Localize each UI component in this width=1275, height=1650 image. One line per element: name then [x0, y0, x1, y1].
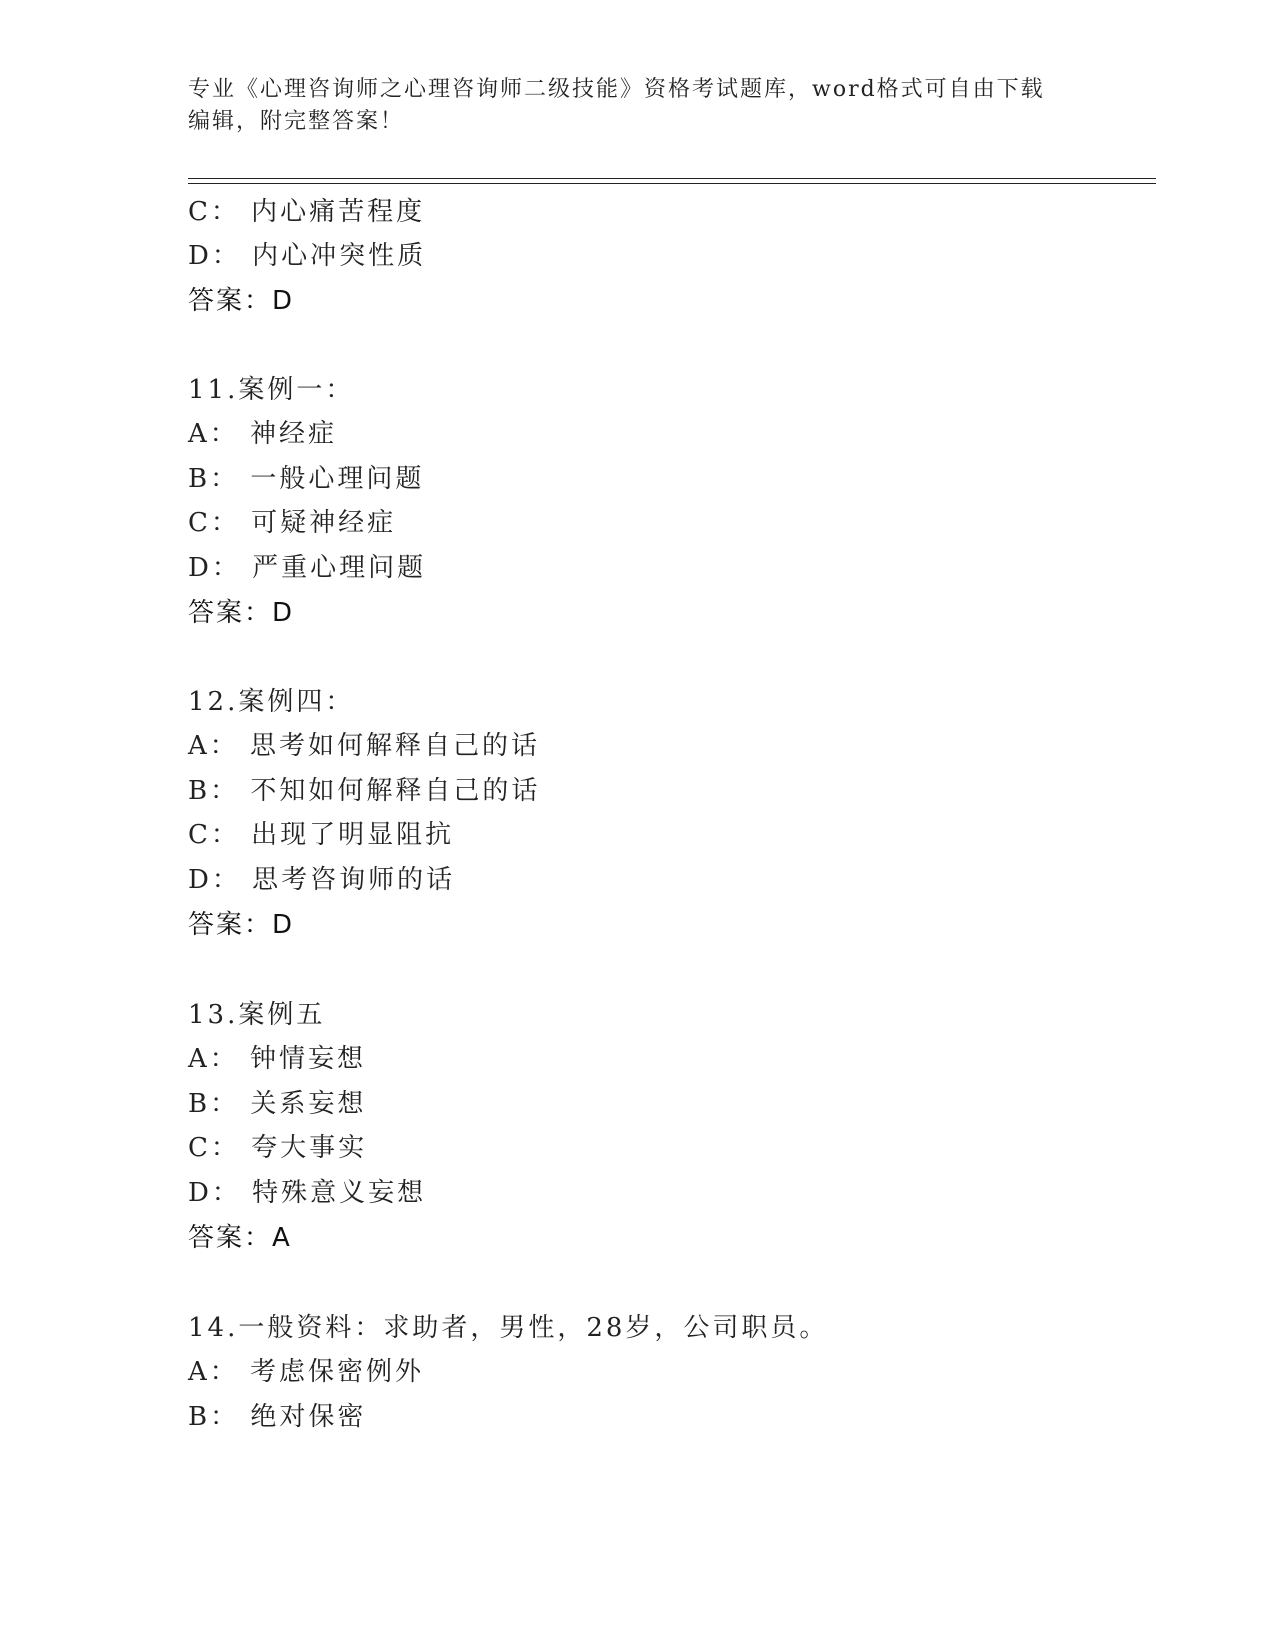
document-header [188, 74, 1068, 138]
option-b: B： 一般心理问题 [188, 464, 425, 494]
header-line-2: 编辑，附完整答案！ [188, 109, 405, 134]
question-title: 12.案例四： [188, 687, 355, 717]
question-title: 13.案例五 [188, 1000, 326, 1030]
option-b: B： 不知如何解释自己的话 [188, 776, 541, 806]
option-c: C： 内心痛苦程度 [188, 197, 426, 227]
header-rule-top [188, 178, 1156, 179]
option-b: B： 关系妄想 [188, 1089, 367, 1119]
option-b: B： 绝对保密 [188, 1402, 367, 1432]
option-a: A： 钟情妄想 [188, 1044, 367, 1074]
question-title: 11.案例一： [188, 375, 355, 405]
answer: 答案：A [188, 1223, 292, 1253]
question-title: 14.一般资料：求助者，男性，28岁，公司职员。 [188, 1313, 829, 1343]
option-c: C： 可疑神经症 [188, 508, 397, 538]
option-d: D： 严重心理问题 [188, 553, 427, 583]
option-d: D： 特殊意义妄想 [188, 1178, 427, 1208]
header-line-1: 专业《心理咨询师之心理咨询师二级技能》资格考试题库，word格式可自由下载 [188, 77, 1045, 102]
option-a: A： 思考如何解释自己的话 [188, 731, 541, 761]
option-c: C： 出现了明显阻抗 [188, 820, 455, 850]
option-a: A： 神经症 [188, 419, 338, 449]
answer: 答案：D [188, 286, 295, 316]
option-d: D： 思考咨询师的话 [188, 865, 456, 895]
answer: 答案：D [188, 910, 295, 940]
header-rule-bottom [188, 183, 1156, 184]
option-d: D： 内心冲突性质 [188, 241, 427, 271]
answer: 答案：D [188, 598, 295, 628]
option-c: C： 夸大事实 [188, 1133, 368, 1163]
option-a: A： 考虑保密例外 [188, 1357, 425, 1387]
